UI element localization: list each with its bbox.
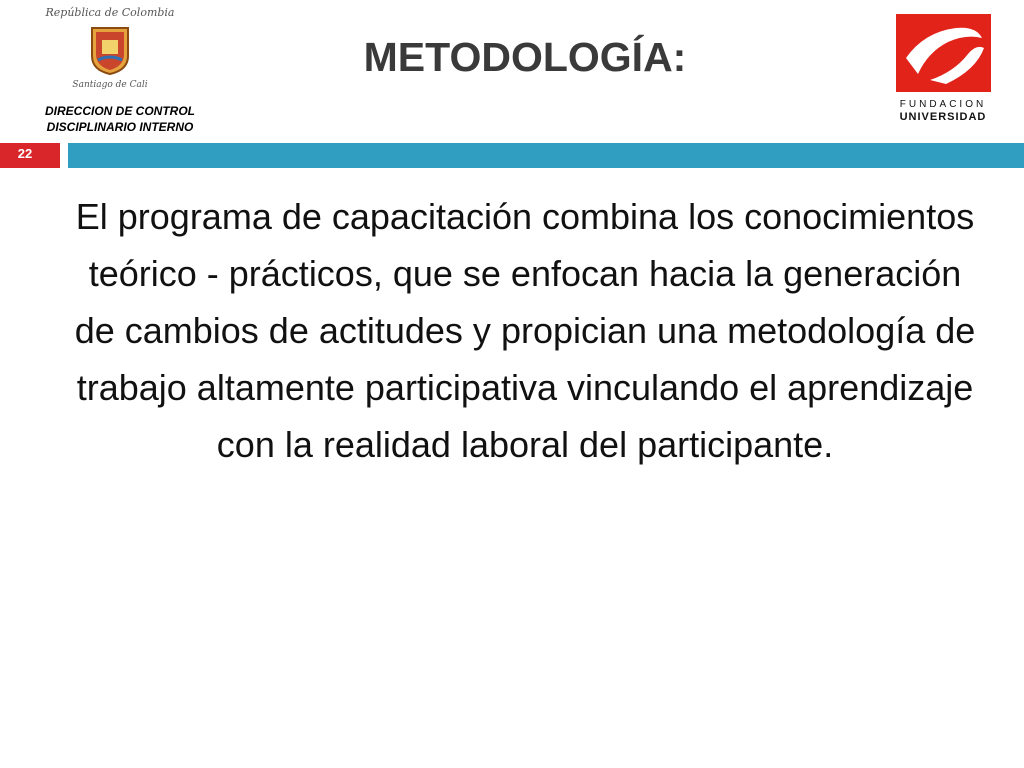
slide-title: METODOLOGÍA: (363, 34, 687, 80)
crest-bottom-text: Santiago de Cali (72, 80, 148, 90)
body-paragraph: El programa de capacitación combina los conocimientos teórico - prácticos, que se enfocan hacia la generación de cambios de actitudes y propician una metodología de trabajo altamente participativa vinculando el aprendizaje con la realidad laboral del participante. (74, 196, 976, 465)
crest-top-text: República de Colombia (45, 6, 175, 19)
page-number-badge (0, 143, 60, 168)
department-label: DIRECCION DE CONTROL DISCIPLINARIO INTERNO (45, 104, 195, 134)
logo-line2: UNIVERSIDAD (899, 111, 987, 123)
page-number: 22 (17, 146, 33, 161)
fundacion-logo-icon (896, 14, 991, 92)
fundacion-universidad-logo (893, 14, 993, 126)
header-divider-bar (68, 143, 1024, 168)
logo-line1: FUNDACION (899, 99, 987, 110)
shield-icon (90, 26, 130, 76)
cali-crest-logo (30, 6, 190, 94)
